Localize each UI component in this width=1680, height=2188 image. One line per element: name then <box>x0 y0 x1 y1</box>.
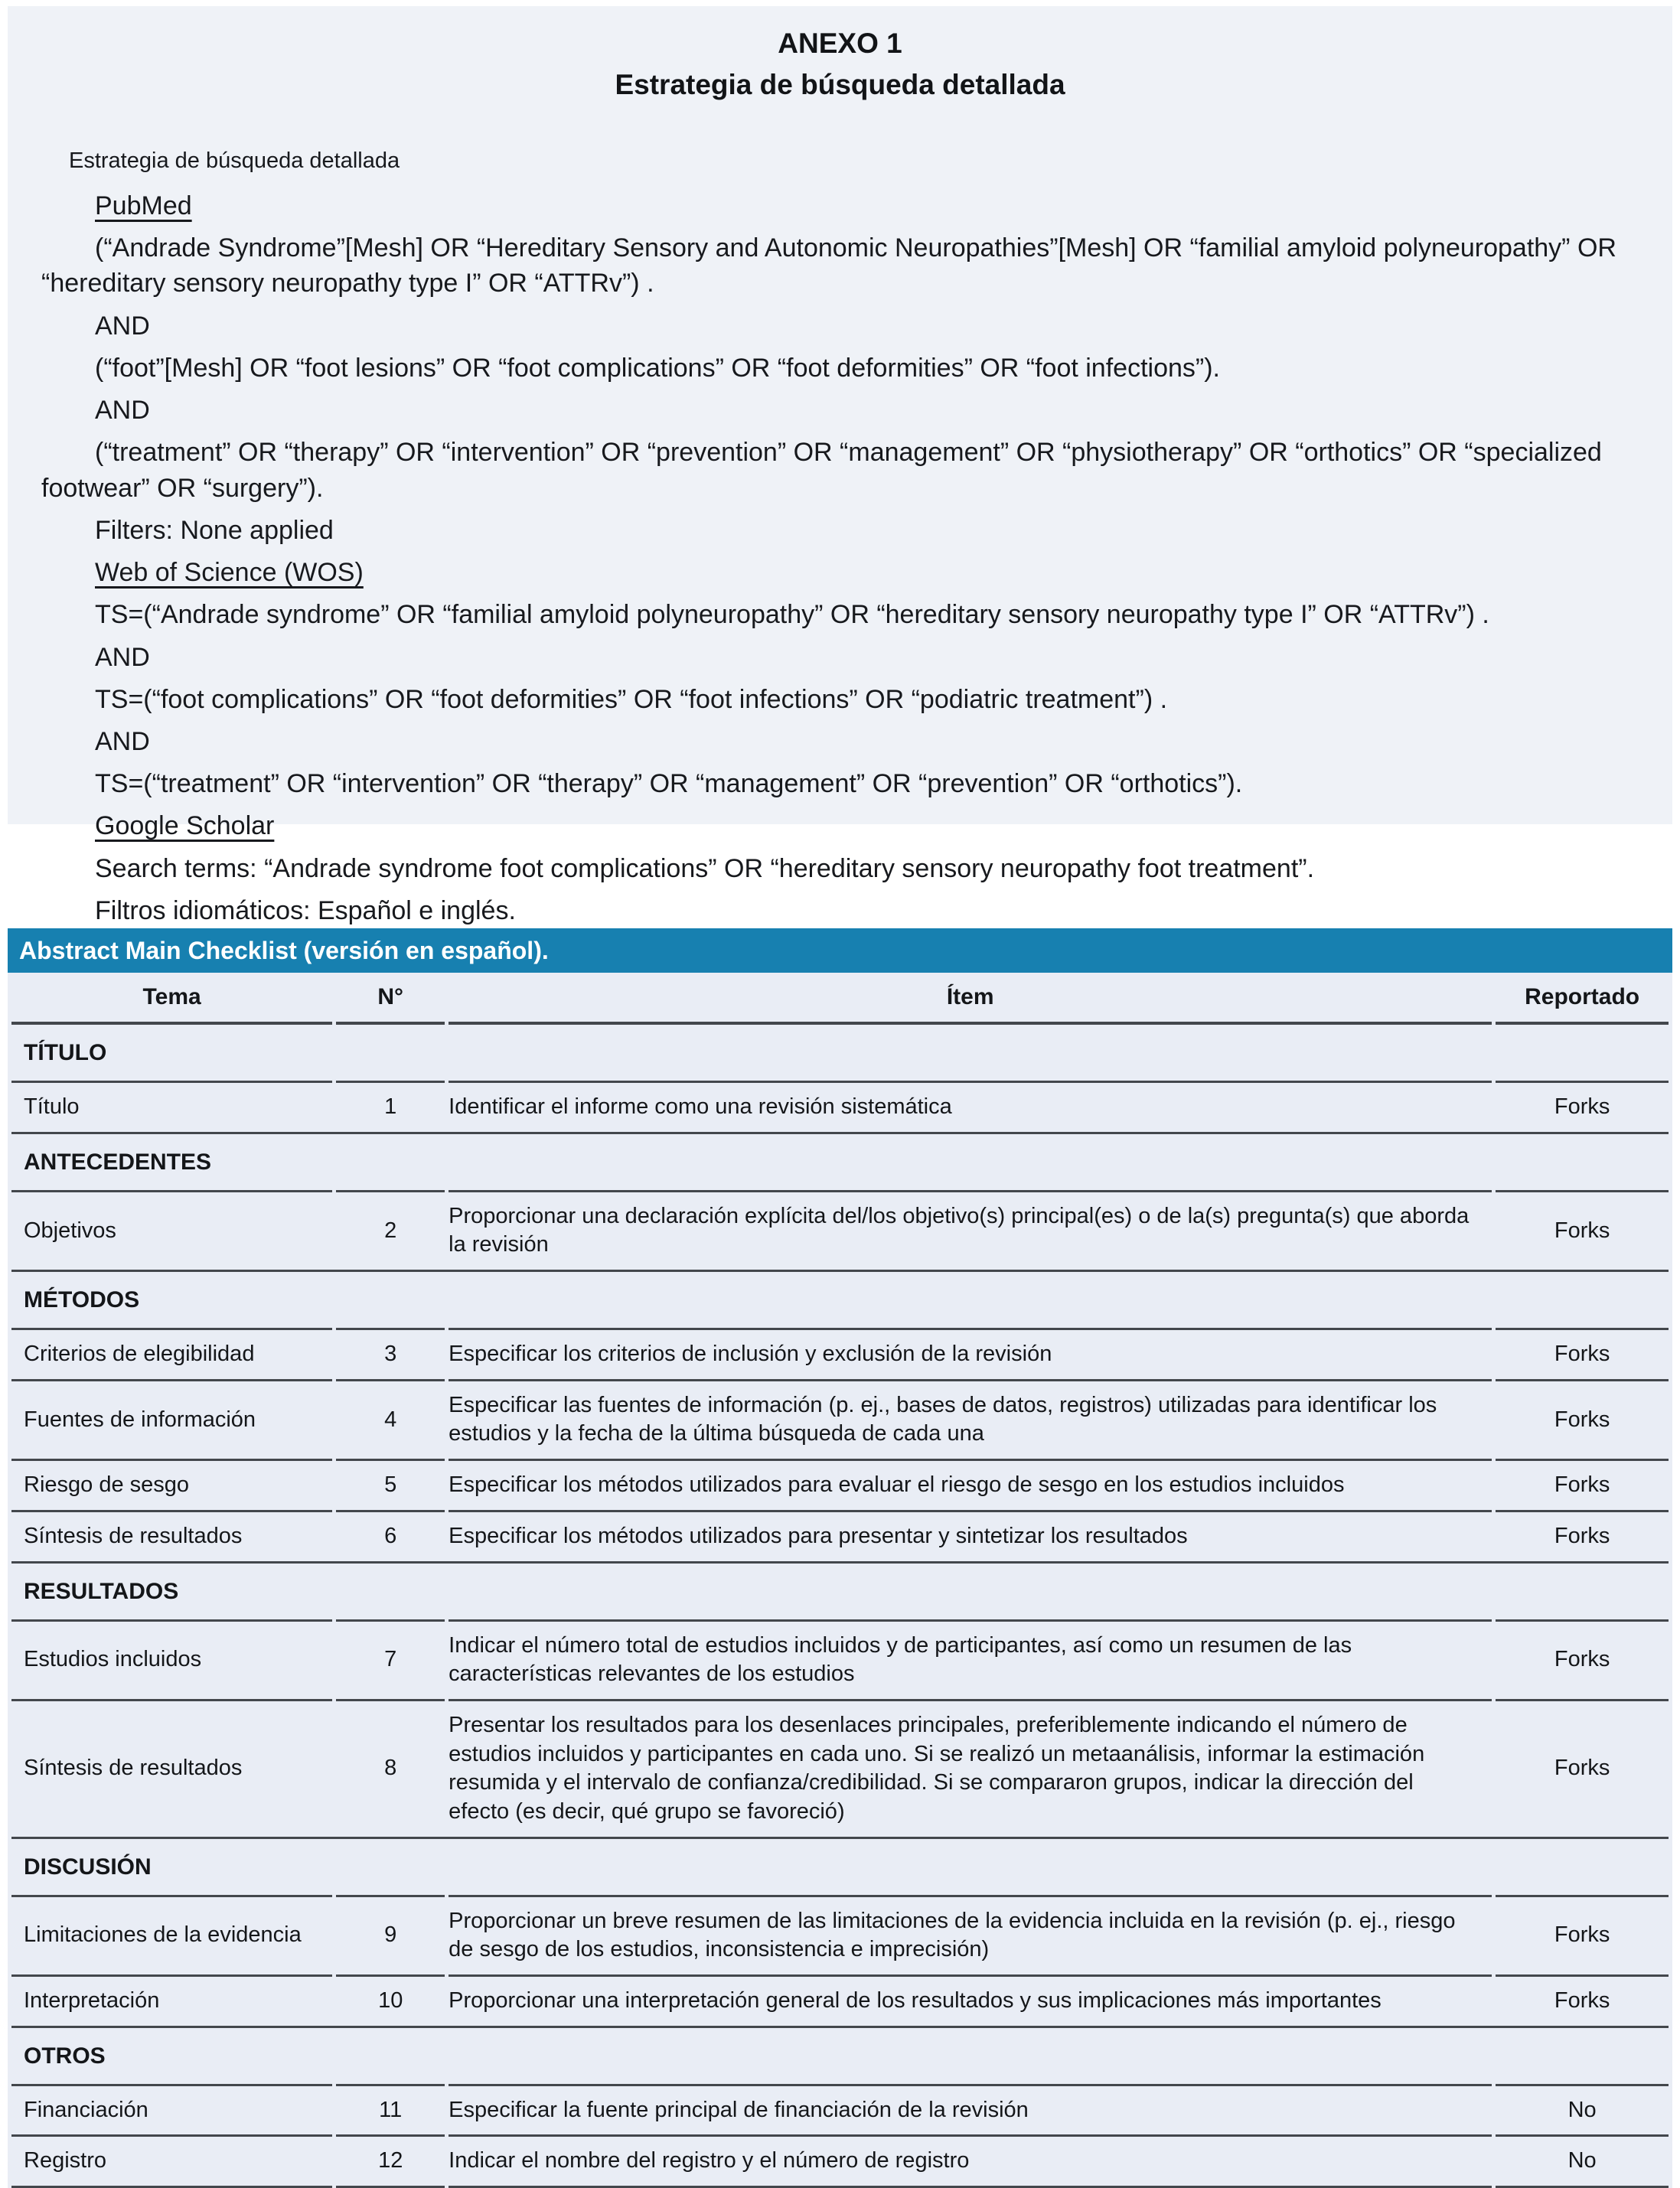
table-row <box>11 1328 1669 1379</box>
num-cell: 8 <box>336 1699 445 1837</box>
search-line: Filtros idiomáticos: Español e inglés. <box>95 895 516 925</box>
item-cell: Especificar los métodos utilizados para presentar y sintetizar los resultados <box>449 1510 1492 1561</box>
tema-cell: Registro <box>11 2134 332 2188</box>
reportado-cell: Forks <box>1496 1459 1669 1510</box>
item-cell: Proporcionar un breve resumen de las limitaciones de la evidencia incluida en la revisión (p. ej., riesgo de sesgo de los estudios, inconsistencia e imprecisión) <box>449 1895 1492 1974</box>
section-label: TÍTULO <box>24 1040 107 1065</box>
table-row <box>11 1699 1669 1837</box>
item-cell: Indicar el número total de estudios incluidos y de participantes, así como un resumen de las características relevantes de los estudios <box>449 1619 1492 1699</box>
item-cell: Indicar el nombre del registro y el número de registro <box>449 2134 1492 2188</box>
checklist-title: Abstract Main Checklist (versión en español). <box>19 937 549 964</box>
checklist-title-bar <box>8 928 1672 973</box>
num-cell: 11 <box>336 2084 445 2135</box>
column-header-num: N° <box>336 973 445 1025</box>
tema-cell: Síntesis de resultados <box>11 1699 332 1837</box>
section-label: OTROS <box>11 2026 1669 2084</box>
tema-cell: Limitaciones de la evidencia <box>11 1895 332 1974</box>
column-header-item: Ítem <box>449 973 1492 1025</box>
table-row <box>11 1379 1669 1459</box>
tema-cell: Estudios incluidos <box>11 1619 332 1699</box>
search-line: Filters: None applied <box>95 515 334 545</box>
reportado-cell: Forks <box>1496 1190 1669 1270</box>
table-row <box>11 1895 1669 1974</box>
item-cell: Proporcionar una interpretación general de los resultados y sus implicaciones más importantes <box>449 1974 1492 2026</box>
num-cell: 4 <box>336 1379 445 1459</box>
document-page <box>0 6 1680 2188</box>
num-cell: 5 <box>336 1459 445 1510</box>
search-line: TS=(“treatment” OR “intervention” OR “therapy” OR “management” OR “prevention” OR “orthotics”). <box>95 769 1243 799</box>
table-row <box>11 2084 1669 2135</box>
reportado-cell: Forks <box>1496 1619 1669 1699</box>
checklist-table-wrap <box>8 973 1672 2188</box>
num-cell: 2 <box>336 1190 445 1270</box>
reportado-cell: Forks <box>1496 1699 1669 1837</box>
search-line: (“foot”[Mesh] OR “foot lesions” OR “foot complications” OR “foot deformities” OR “foot infections”). <box>95 353 1220 383</box>
section-label: RESULTADOS <box>11 1561 1669 1619</box>
column-header-reportado: Reportado <box>1496 973 1669 1025</box>
reportado-cell: No <box>1496 2134 1669 2188</box>
reportado-cell: Forks <box>1496 1974 1669 2026</box>
tema-cell: Financiación <box>11 2084 332 2135</box>
reportado-cell: Forks <box>1496 1510 1669 1561</box>
table-row <box>11 1510 1669 1561</box>
database-heading: Web of Science (WOS) <box>95 558 364 588</box>
reportado-cell: Forks <box>1496 1328 1669 1379</box>
table-row <box>11 1190 1669 1270</box>
item-cell: Especificar las fuentes de información (p. ej., bases de datos, registros) utilizadas para identificar los estudios y la fecha de la última búsqueda de cada una <box>449 1379 1492 1459</box>
tema-cell: Título <box>11 1081 332 1132</box>
column-header-tema: Tema <box>11 973 332 1025</box>
tema-cell: Fuentes de información <box>11 1379 332 1459</box>
section-label: MÉTODOS <box>11 1270 1669 1328</box>
section-row <box>11 1270 1669 1328</box>
item-cell: Especificar los criterios de inclusión y exclusión de la revisión <box>449 1328 1492 1379</box>
search-line: AND <box>95 642 150 672</box>
search-line: AND <box>95 311 150 341</box>
database-heading: PubMed <box>95 191 192 220</box>
search-line: (“treatment” OR “therapy” OR “intervention” OR “prevention” OR “management” OR “physiotherapy” OR “orthotics” OR “specialized footwear” OR “surgery”). <box>41 438 1602 503</box>
num-cell: 9 <box>336 1895 445 1974</box>
table-row <box>11 1619 1669 1699</box>
search-line: (“Andrade Syndrome”[Mesh] OR “Hereditary Sensory and Autonomic Neuropathies”[Mesh] OR “familial amyloid polyneuropathy” OR “hereditary sensory neuropathy type I” OR “ATTRv”) . <box>41 233 1616 298</box>
tema-cell: Síntesis de resultados <box>11 1510 332 1561</box>
num-cell: 1 <box>336 1081 445 1132</box>
checklist-table <box>8 973 1672 2188</box>
search-line: AND <box>95 396 150 426</box>
table-row <box>11 1081 1669 1132</box>
item-cell: Presentar los resultados para los desenlaces principales, preferiblemente indicando el número de estudios incluidos y participantes en cada uno. Si se realizó un metaanálisis, informar la estimación resumida y el intervalo de confianza/credibilidad. Si se compararon grupos, indicar la dirección del efecto (es decir, qué grupo se favoreció) <box>449 1699 1492 1837</box>
num-cell: 3 <box>336 1328 445 1379</box>
section-row <box>11 2026 1669 2084</box>
section-row <box>11 1837 1669 1895</box>
num-cell: 10 <box>336 1974 445 2026</box>
search-line: TS=(“Andrade syndrome” OR “familial amyloid polyneuropathy” OR “hereditary sensory neuropathy type I” OR “ATTRv”) . <box>95 600 1489 630</box>
table-row <box>11 1459 1669 1510</box>
reportado-cell: Forks <box>1496 1379 1669 1459</box>
annex-title: ANEXO 1 <box>778 28 902 59</box>
tema-cell: Objetivos <box>11 1190 332 1270</box>
tema-cell: Interpretación <box>11 1974 332 2026</box>
item-cell: Identificar el informe como una revisión sistemática <box>449 1081 1492 1132</box>
annex-panel <box>8 6 1672 925</box>
search-line: TS=(“foot complications” OR “foot deformities” OR “foot infections” OR “podiatric treatment”) . <box>95 684 1168 714</box>
reportado-cell: Forks <box>1496 1895 1669 1974</box>
section-row <box>11 1132 1669 1190</box>
num-cell: 7 <box>336 1619 445 1699</box>
search-line: AND <box>95 726 150 756</box>
item-cell: Proporcionar una declaración explícita del/los objetivo(s) principal(es) o de la(s) pregunta(s) que aborda la revisión <box>449 1190 1492 1270</box>
table-row <box>11 2134 1669 2188</box>
annex-subtitle: Estrategia de búsqueda detallada <box>615 69 1065 101</box>
section-label: DISCUSIÓN <box>11 1837 1669 1895</box>
table-row <box>11 1974 1669 2026</box>
section-row <box>11 1561 1669 1619</box>
item-cell: Especificar los métodos utilizados para evaluar el riesgo de sesgo en los estudios incluidos <box>449 1459 1492 1510</box>
column-header-row <box>11 973 1669 1025</box>
tema-cell: Riesgo de sesgo <box>11 1459 332 1510</box>
num-cell: 6 <box>336 1510 445 1561</box>
database-heading: Google Scholar <box>95 811 275 841</box>
block-caption: Estrategia de búsqueda detallada <box>69 148 400 173</box>
item-cell: Especificar la fuente principal de financiación de la revisión <box>449 2084 1492 2135</box>
tema-cell: Criterios de elegibilidad <box>11 1328 332 1379</box>
search-line: Search terms: “Andrade syndrome foot complications” OR “hereditary sensory neuropathy foot treatment”. <box>95 853 1315 883</box>
section-label: ANTECEDENTES <box>11 1132 1669 1190</box>
search-strategy-block <box>18 146 1662 929</box>
num-cell: 12 <box>336 2134 445 2188</box>
reportado-cell: Forks <box>1496 1081 1669 1132</box>
reportado-cell: No <box>1496 2084 1669 2135</box>
section-row <box>11 1025 1669 1081</box>
